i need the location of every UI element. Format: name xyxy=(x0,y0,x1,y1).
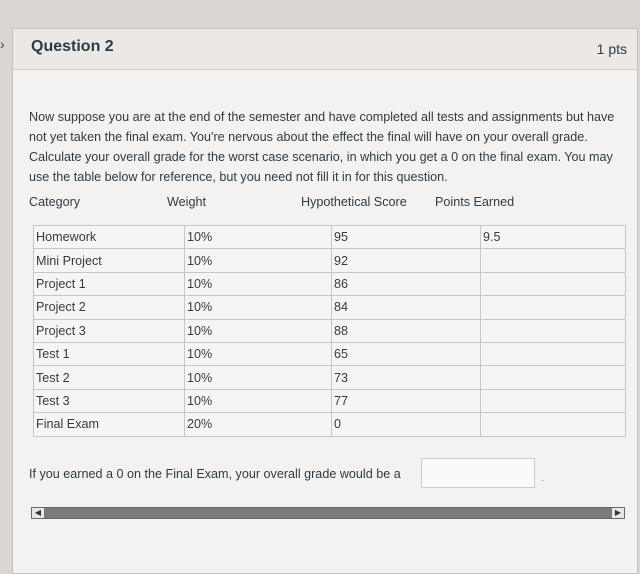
weight-cell: 10% xyxy=(185,366,332,389)
question-points: 1 pts xyxy=(596,41,627,57)
points-earned-cell[interactable] xyxy=(481,342,626,365)
table-row xyxy=(34,389,626,412)
category-cell: Test 2 xyxy=(34,366,185,389)
category-cell: Project 3 xyxy=(34,319,185,342)
category-cell: Mini Project xyxy=(34,249,185,272)
points-earned-cell[interactable] xyxy=(481,296,626,319)
weight-cell: 10% xyxy=(185,249,332,272)
points-earned-cell[interactable] xyxy=(481,413,626,436)
weight-cell: 20% xyxy=(185,413,332,436)
points-earned-cell[interactable] xyxy=(481,272,626,295)
score-cell: 95 xyxy=(332,226,481,249)
weight-cell: 10% xyxy=(185,296,332,319)
nav-chevron-icon[interactable]: › xyxy=(0,36,5,52)
points-earned-cell[interactable] xyxy=(481,319,626,342)
question-title: Question 2 xyxy=(31,38,114,55)
scroll-left-icon[interactable]: ◀ xyxy=(32,508,44,518)
category-cell: Project 1 xyxy=(34,272,185,295)
header-hypothetical-score: Hypothetical Score xyxy=(301,195,407,209)
score-cell: 88 xyxy=(332,319,481,342)
table-row xyxy=(34,342,626,365)
scroll-right-icon[interactable]: ▶ xyxy=(612,508,624,518)
table-row xyxy=(34,226,626,249)
score-cell: 73 xyxy=(332,366,481,389)
answer-input[interactable] xyxy=(421,458,535,488)
score-cell: 86 xyxy=(332,272,481,295)
header-category: Category xyxy=(29,195,81,209)
table-row xyxy=(34,366,626,389)
weight-cell: 10% xyxy=(185,389,332,412)
score-cell: 77 xyxy=(332,389,481,412)
category-cell: Test 1 xyxy=(34,342,185,365)
category-cell: Final Exam xyxy=(34,413,185,436)
points-earned-cell[interactable] xyxy=(481,366,626,389)
question-header xyxy=(13,29,637,70)
header-points-earned: Points Earned xyxy=(435,195,515,209)
score-cell: 84 xyxy=(332,296,481,319)
table-row xyxy=(34,272,626,295)
score-cell: 65 xyxy=(332,342,481,365)
points-earned-cell[interactable]: 9.5 xyxy=(481,226,626,249)
table-row xyxy=(34,413,626,436)
grade-table xyxy=(33,225,626,437)
answer-indicator: . xyxy=(541,473,544,484)
header-weight: Weight xyxy=(167,195,206,209)
answer-label: If you earned a 0 on the Final Exam, your overall grade would be a xyxy=(29,467,401,481)
weight-cell: 10% xyxy=(185,226,332,249)
points-earned-cell[interactable] xyxy=(481,389,626,412)
question-card xyxy=(12,28,638,574)
question-prompt: Now suppose you are at the end of the semester and have completed all tests and assignments but have not yet taken the final exam. You're nervous about the effect the final will have on your overall grade. Calculate your overall grade for the worst case scenario, in which you get a 0 on the final exam. You may use the table below for reference, but you need not fill it in for this question. xyxy=(29,110,615,184)
weight-cell: 10% xyxy=(185,319,332,342)
category-cell: Homework xyxy=(34,226,185,249)
score-cell: 0 xyxy=(332,413,481,436)
table-row xyxy=(34,249,626,272)
points-earned-cell[interactable] xyxy=(481,249,626,272)
weight-cell: 10% xyxy=(185,272,332,295)
table-row xyxy=(34,319,626,342)
category-cell: Test 3 xyxy=(34,389,185,412)
category-cell: Project 2 xyxy=(34,296,185,319)
horizontal-scrollbar[interactable] xyxy=(31,507,625,519)
table-row xyxy=(34,296,626,319)
weight-cell: 10% xyxy=(185,342,332,365)
score-cell: 92 xyxy=(332,249,481,272)
